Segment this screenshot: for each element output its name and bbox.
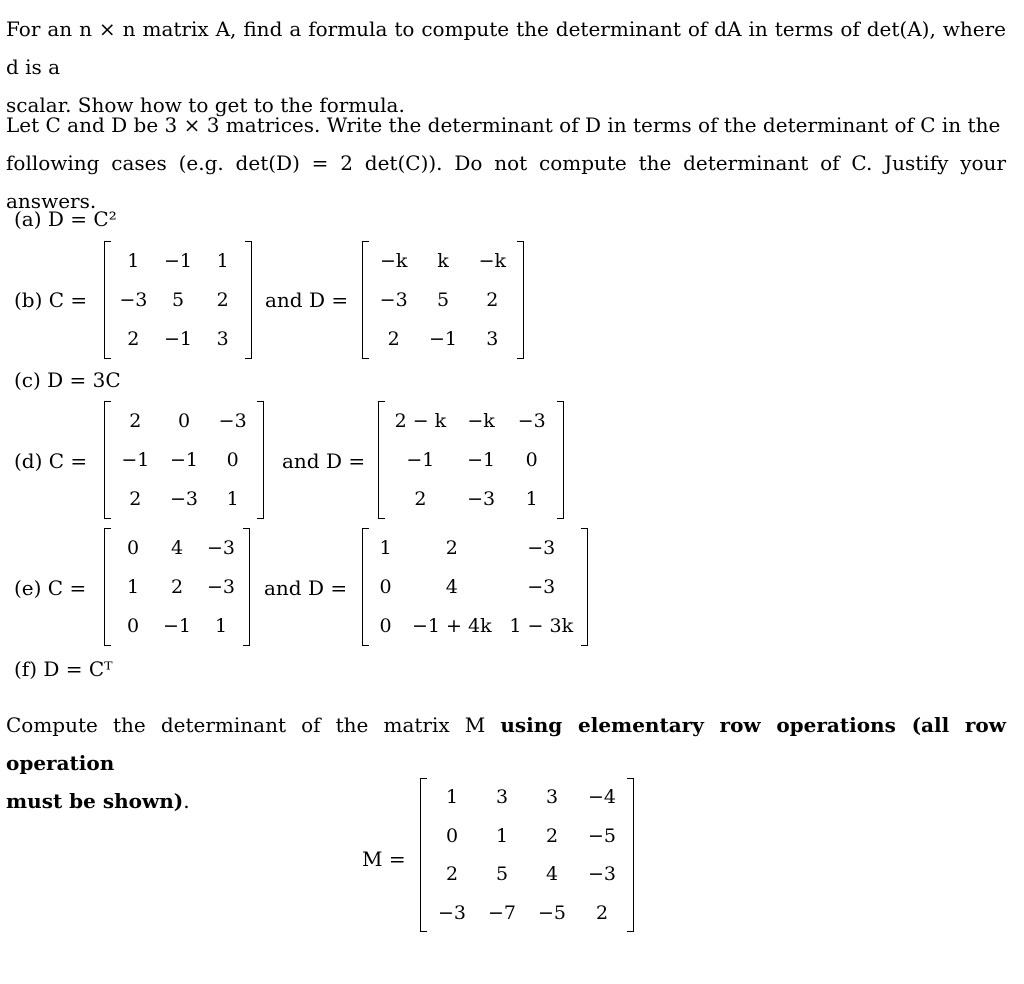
part-e-matrix-c (104, 528, 250, 646)
matrix-cell: −1 (428, 328, 457, 351)
part-b-label: (b) C = (14, 288, 88, 312)
matrix-cell: −5 (587, 824, 616, 847)
question-2 (6, 106, 1006, 220)
question-2-line-1: Let C and D be 3 × 3 matrices. Write the determinant of D in terms of the determinant of C in the (6, 113, 1001, 137)
matrix-cell: 1 (216, 249, 229, 272)
matrix-cell: 1 (379, 536, 392, 559)
matrix-cell: 3 (216, 328, 229, 351)
matrix-cell: 2 (127, 328, 140, 351)
matrix-m (420, 778, 634, 932)
question-2-line-2: following cases (e.g. det(D) = 2 det(C)). Do not compute the determinant of C. Justify your answers. (6, 151, 1006, 213)
matrix-cell: −3 (527, 575, 556, 598)
matrix-cell: 5 (436, 288, 450, 311)
part-d-and-label: and D = (282, 449, 366, 473)
matrix-cell: 1 (445, 786, 459, 809)
matrix-cell: 2 (129, 488, 142, 511)
matrix-cell: −1 (163, 249, 192, 272)
matrix-cell: 2 (595, 901, 609, 924)
matrix-cell: 5 (495, 863, 509, 886)
matrix-cell: 2 (129, 409, 142, 432)
matrix-cell: 0 (177, 409, 191, 432)
question-1-line-1: For an n × n matrix A, find a formula to compute the determinant of dA in terms of det(A), where d is a (6, 17, 1006, 79)
matrix-cell: −k (379, 249, 408, 272)
matrix-cell: −3 (437, 901, 466, 924)
part-d-matrix-d (378, 401, 564, 519)
matrix-cell: 0 (379, 575, 392, 598)
question-1-line-2: scalar. Show how to get to the formula. (6, 93, 405, 117)
question-3-line-2-end: . (183, 789, 190, 813)
matrix-cell: 1 − 3k (509, 615, 574, 638)
matrix-cell: −3 (587, 863, 616, 886)
matrix-cell: −k (467, 409, 495, 432)
matrix-cell: 0 (379, 615, 392, 638)
matrix-cell: −1 (163, 328, 192, 351)
matrix-cell: 2 (216, 288, 229, 311)
part-c: (c) D = 3C (14, 368, 121, 392)
question-3-line-1 (6, 706, 1006, 782)
matrix-cell: 2 (445, 863, 459, 886)
question-3-line-2-bold: must be shown) (6, 789, 184, 813)
part-d-matrix-c (104, 401, 264, 519)
matrix-cell: −3 (527, 536, 556, 559)
matrix-cell: 2 (445, 536, 458, 559)
matrix-cell: −1 (467, 448, 496, 471)
question-3-line-1-bold: using elementary row operations (all row operation (6, 713, 1006, 775)
matrix-cell: −3 (206, 536, 235, 559)
part-e-label: (e) C = (14, 576, 87, 600)
matrix-cell: −3 (379, 288, 408, 311)
matrix-cell: 1 (214, 615, 228, 638)
matrix-cell: 2 − k (394, 409, 447, 432)
part-b-matrix-c (104, 241, 252, 359)
part-d-label: (d) C = (14, 449, 88, 473)
matrix-cell: 1 (525, 488, 538, 511)
matrix-cell: 3 (495, 786, 509, 809)
matrix-cell: 2 (170, 575, 184, 598)
matrix-cell: 1 (495, 824, 509, 847)
part-f: (f) D = Cᵀ (14, 657, 113, 681)
matrix-cell: −1 (162, 615, 191, 638)
matrix-cell: −1 (169, 448, 198, 471)
matrix-cell: 2 (545, 824, 559, 847)
matrix-cell: −3 (467, 488, 496, 511)
part-a: (a) D = C² (14, 207, 117, 231)
question-3-line-1-normal: Compute the determinant of the matrix M (6, 713, 501, 737)
matrix-cell: 5 (171, 288, 185, 311)
matrix-cell: −3 (169, 488, 198, 511)
matrix-m-label: M = (362, 847, 406, 871)
matrix-cell: −3 (119, 288, 148, 311)
matrix-cell: −3 (218, 409, 247, 432)
matrix-cell: 4 (445, 575, 458, 598)
matrix-cell: 0 (126, 615, 140, 638)
part-b-and-label: and D = (265, 288, 349, 312)
matrix-cell: −5 (537, 901, 566, 924)
matrix-cell: −k (478, 249, 507, 272)
matrix-cell: 1 (126, 575, 140, 598)
part-e-and-label: and D = (264, 576, 348, 600)
matrix-cell: 2 (414, 488, 427, 511)
matrix-cell: −7 (487, 901, 516, 924)
matrix-cell: −1 + 4k (412, 615, 492, 638)
part-e-matrix-d (362, 528, 588, 646)
matrix-cell: 2 (387, 328, 400, 351)
matrix-cell: 0 (445, 824, 459, 847)
matrix-cell: 1 (226, 488, 239, 511)
matrix-cell: −4 (587, 786, 616, 809)
matrix-cell: −3 (517, 409, 546, 432)
matrix-cell: 4 (170, 536, 184, 559)
matrix-cell: 0 (126, 536, 140, 559)
matrix-cell: −3 (206, 575, 235, 598)
matrix-cell: 2 (486, 288, 499, 311)
matrix-cell: −1 (121, 448, 150, 471)
matrix-cell: 3 (486, 328, 499, 351)
matrix-cell: 0 (525, 448, 538, 471)
matrix-cell: −1 (406, 448, 435, 471)
matrix-cell: 3 (545, 786, 559, 809)
matrix-cell: 1 (127, 249, 140, 272)
matrix-cell: 4 (545, 863, 559, 886)
matrix-cell: 0 (226, 448, 239, 471)
matrix-cell: k (437, 249, 449, 272)
part-b-matrix-d (362, 241, 524, 359)
